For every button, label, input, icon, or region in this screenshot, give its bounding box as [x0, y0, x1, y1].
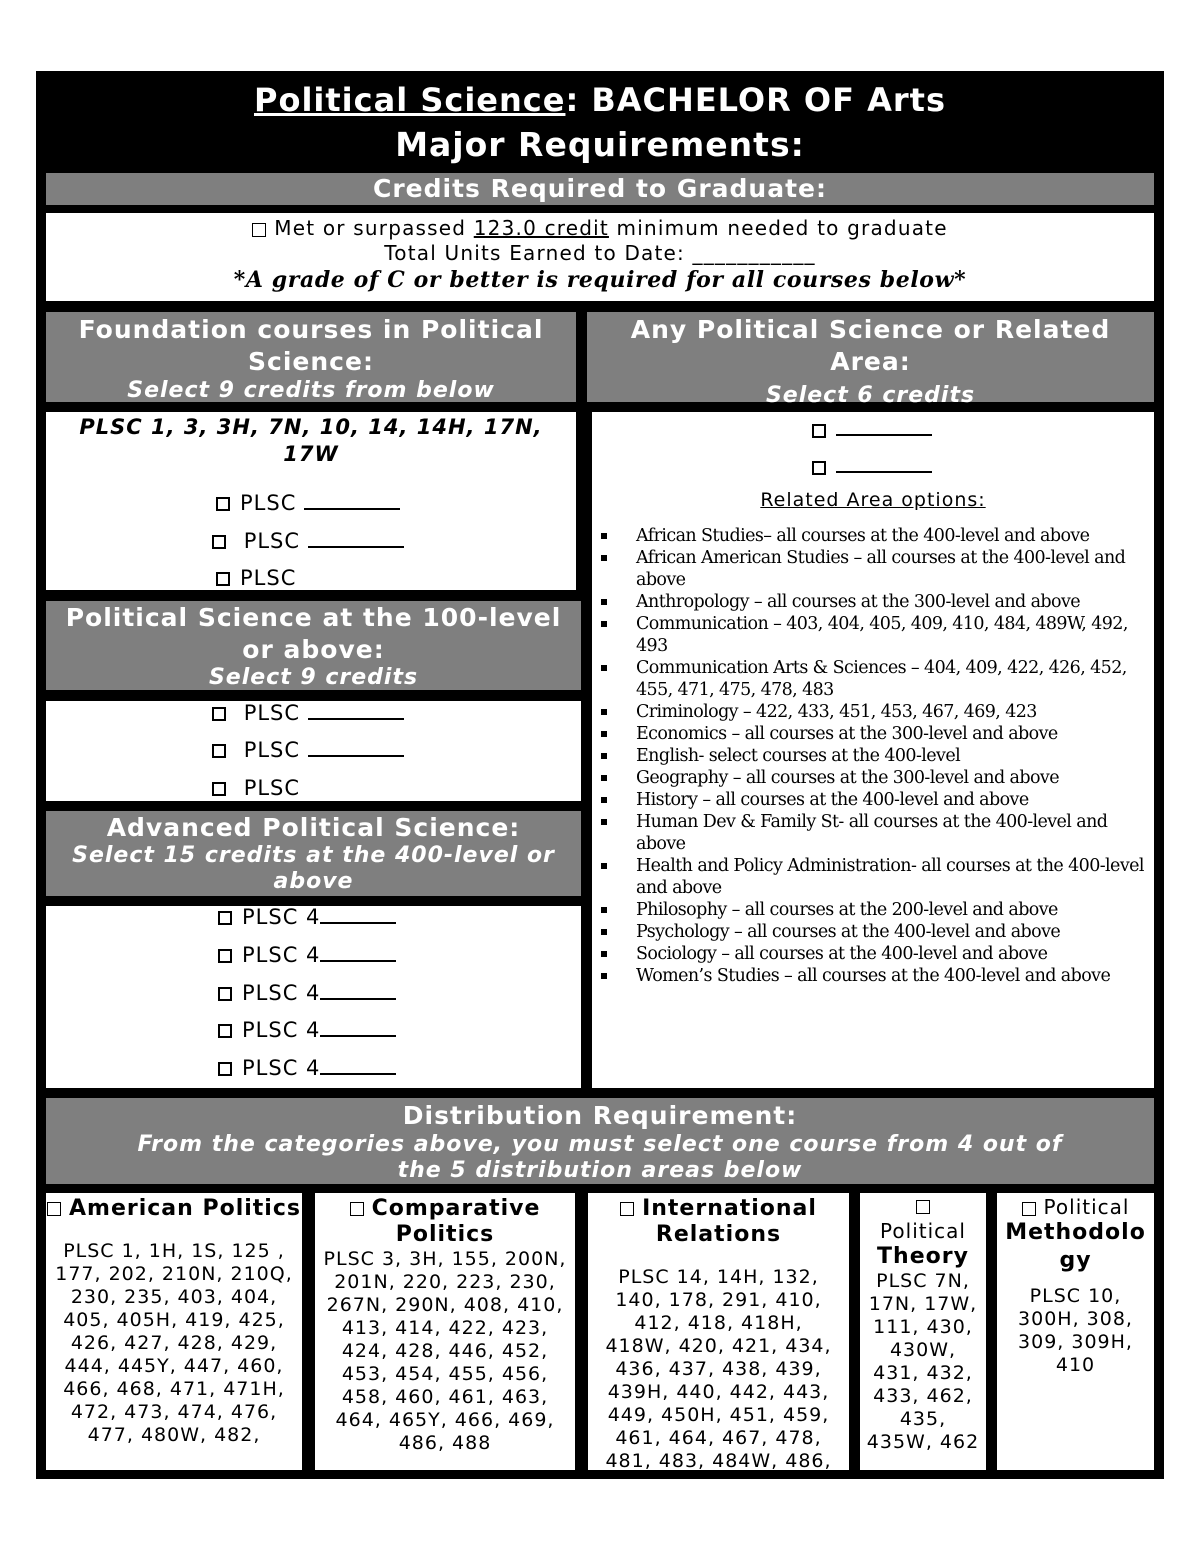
- related-option: Philosophy – all courses at the 200-level and above: [600, 899, 1148, 921]
- related-option: Criminology – 422, 433, 451, 453, 467, 469, 423: [600, 701, 1148, 723]
- distribution-heading: Distribution Requirement: From the categories above, you must select one course from 4 out of the 5 distribution areas below: [46, 1098, 1154, 1184]
- related-slot-1[interactable]: [812, 417, 932, 441]
- credit-checkbox[interactable]: [252, 223, 266, 237]
- page-title: Political Science: BACHELOR OF Arts: [254, 81, 946, 119]
- political-methodology-title: Methodology: [1005, 1220, 1146, 1273]
- political-methodology-checkbox[interactable]: [1022, 1202, 1036, 1216]
- related-option: African American Studies – all courses at the 400-level and above: [600, 547, 1148, 591]
- comparative-politics-checkbox[interactable]: [350, 1202, 364, 1216]
- level100-slot-1[interactable]: PLSC: [212, 701, 404, 725]
- advanced-slot-3[interactable]: PLSC 4: [218, 981, 396, 1005]
- international-relations-courses: PLSC 14, 14H, 132, 140, 178, 291, 410, 412, 418, 418H, 418W, 420, 421, 434, 436, 437, 438, 439, 439H, 440, 442, 443, 449, 450H, 451, 459, 461, 464, 467, 478, 481, 483, 484W, 486,: [605, 1266, 832, 1470]
- comparative-politics-courses: PLSC 3, 3H, 155, 200N, 201N, 220, 223, 230, 267N, 290N, 408, 410, 413, 414, 422, 423, 424, 428, 446, 452, 453, 454, 455, 456, 458, 460, 461, 463, 464, 465Y, 466, 469, 486, 488: [323, 1248, 567, 1454]
- related-options-title: Related Area options:: [760, 489, 986, 511]
- foundation-slot-3[interactable]: PLSC: [216, 566, 296, 590]
- related-option: Geography – all courses at the 300-level and above: [600, 767, 1148, 789]
- distribution-comparative-politics: Comparative Politics PLSC 3, 3H, 155, 200N, 201N, 220, 223, 230, 267N, 290N, 408, 410, 413, 414, 422, 423, 424, 428, 446, 452, 453, 454, 455, 456, 458, 460, 461, 463, 464, 465Y, 466, 469, 486, 488: [315, 1193, 575, 1470]
- foundation-slot-1[interactable]: PLSC: [216, 491, 400, 515]
- advanced-slot-5[interactable]: PLSC 4: [218, 1056, 396, 1080]
- political-theory-title-top: Political: [880, 1219, 966, 1243]
- advanced-slot-4[interactable]: PLSC 4: [218, 1018, 396, 1042]
- related-option: English- select courses at the 400-level: [600, 745, 1148, 767]
- international-relations-checkbox[interactable]: [620, 1202, 634, 1216]
- american-politics-courses: PLSC 1, 1H, 1S, 125 , 177, 202, 210N, 210Q, 230, 235, 403, 404, 405, 405H, 419, 425, 426, 427, 428, 429, 444, 445Y, 447, 460, 466, 468, 471, 471H, 472, 473, 474, 476, 477, 480W, 482,: [55, 1240, 293, 1446]
- related-option: Economics – all courses at the 300-level and above: [600, 723, 1148, 745]
- advanced-slot-2[interactable]: PLSC 4: [218, 943, 396, 967]
- foundation-slot-2[interactable]: PLSC: [212, 529, 404, 553]
- related-option: African Studies– all courses at the 400-level and above: [600, 525, 1148, 547]
- related-option: Health and Policy Administration- all courses at the 400-level and above: [600, 855, 1148, 899]
- level100-heading: Political Science at the 100-level or above: Select 9 credits: [46, 601, 581, 690]
- distribution-american-politics: American Politics PLSC 1, 1H, 1S, 125 , 177, 202, 210N, 210Q, 230, 235, 403, 404, 405, 405H, 419, 425, 426, 427, 428, 429, 444, 445Y, 447, 460, 466, 468, 471, 471H, 472, 473, 474, 476, 477, 480W, 482,: [46, 1193, 302, 1470]
- political-theory-checkbox[interactable]: [916, 1200, 930, 1214]
- related-option: Communication – 403, 404, 405, 409, 410, 484, 489W, 492, 493: [600, 613, 1148, 657]
- level100-slot-2[interactable]: PLSC: [212, 738, 404, 762]
- advanced-slot-1[interactable]: PLSC 4: [218, 905, 396, 929]
- page-subtitle: Major Requirements:: [395, 125, 805, 164]
- credit-minimum-row: Met or surpassed 123.0 credit minimum needed to graduate: [46, 213, 1154, 241]
- related-heading: Any Political Science or Related Area: Select 6 credits: [587, 312, 1154, 402]
- political-methodology-title-top: Political: [1043, 1195, 1130, 1219]
- related-option: Anthropology – all courses at the 300-level and above: [600, 591, 1148, 613]
- related-option: Psychology – all courses at the 400-level and above: [600, 921, 1148, 943]
- related-option: Sociology – all courses at the 400-level and above: [600, 943, 1148, 965]
- political-methodology-courses: PLSC 10, 300H, 308, 309, 309H, 410: [1018, 1285, 1133, 1376]
- related-option: Communication Arts & Sciences – 404, 409, 422, 426, 452, 455, 471, 475, 478, 483: [600, 657, 1148, 701]
- related-options-list: [600, 525, 1148, 987]
- total-units: Total Units Earned to Date: ___________: [384, 241, 816, 265]
- credits-heading: Credits Required to Graduate:: [46, 173, 1154, 205]
- level100-slot-3[interactable]: PLSC: [212, 776, 300, 800]
- foundation-heading: Foundation courses in Political Science: Select 9 credits from below: [46, 312, 576, 402]
- distribution-political-theory: [860, 1193, 986, 1470]
- distribution-international-relations: International Relations PLSC 14, 14H, 132, 140, 178, 291, 410, 412, 418, 418H, 418W, 420, 421, 434, 436, 437, 438, 439, 439H, 440, 442, 443, 449, 450H, 451, 459, 461, 464, 467, 478, 481, 483, 484W, 486,: [588, 1193, 849, 1470]
- advanced-heading: Advanced Political Science: Select 15 credits at the 400-level or above: [46, 811, 581, 896]
- related-option: Women’s Studies – all courses at the 400-level and above: [600, 965, 1148, 987]
- credits-box: [46, 213, 1154, 301]
- american-politics-checkbox[interactable]: [47, 1202, 61, 1216]
- foundation-course-list: PLSC 1, 3, 3H, 7N, 10, 14, 14H, 17N, 17W: [79, 415, 543, 466]
- distribution-political-methodology: [997, 1193, 1154, 1470]
- political-theory-courses: PLSC 7N, 17N, 17W, 111, 430, 430W, 431, 432, 433, 462, 435, 435W, 462: [866, 1270, 980, 1453]
- related-body: [592, 412, 1154, 1088]
- related-option: Human Dev & Family St- all courses at the 400-level and above: [600, 811, 1148, 855]
- grade-note: *A grade of C or better is required for all courses below*: [233, 267, 967, 293]
- related-slot-2[interactable]: [812, 454, 932, 478]
- related-option: History – all courses at the 400-level and above: [600, 789, 1148, 811]
- political-theory-title: Theory: [877, 1244, 969, 1269]
